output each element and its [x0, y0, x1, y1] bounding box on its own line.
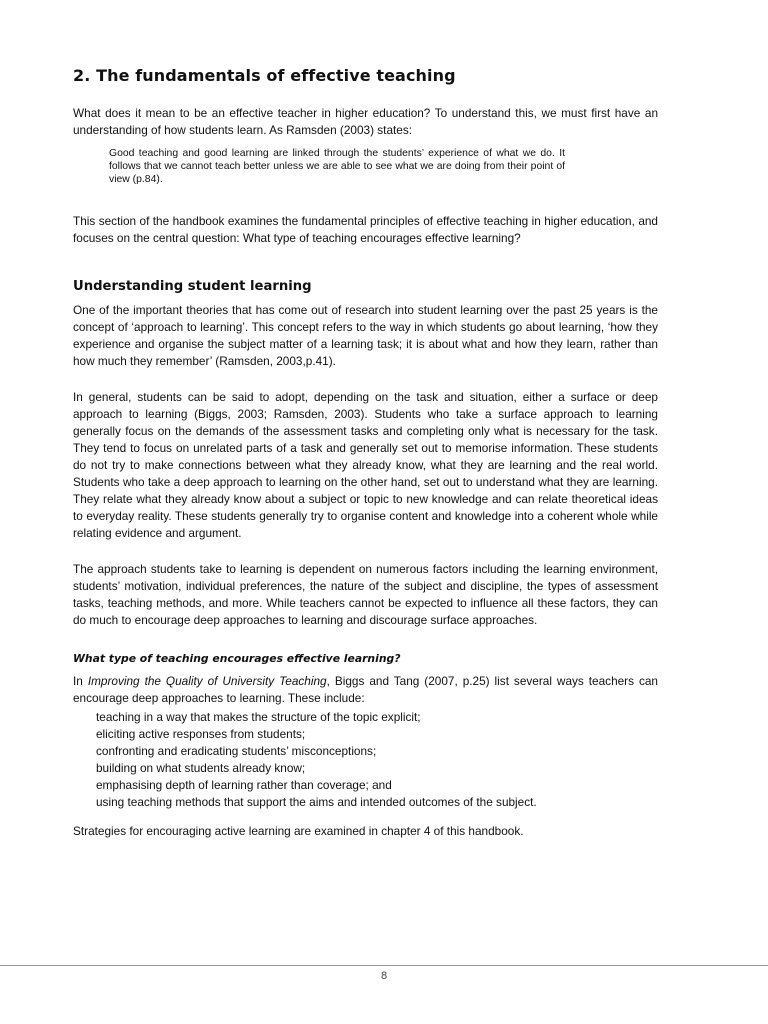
- approach-paragraph: One of the important theories that has come out of research into student learning over the past 25 years is the concept of ‘approach to learning’. This concept refers to the way in which students go about learning, ‘how they experience and organise the subject matter of a learning task; it is about what and how they learn, rather than how much they remember’ (Ramsden, 2003,p.41).: [73, 302, 658, 368]
- section-heading-understanding: Understanding student learning: [73, 278, 312, 294]
- book-title: Improving the Quality of University Teaching: [87, 673, 327, 688]
- biggs-tang-prefix: In: [73, 673, 88, 688]
- subheading-effective-learning: What type of teaching encourages effective learning?: [73, 651, 401, 665]
- footer-divider: [0, 965, 768, 966]
- list-item: confronting and eradicating students’ misconceptions;: [96, 743, 377, 758]
- intro-paragraph: What does it mean to be an effective teacher in higher education? To understand this, we must first have an understanding of how students learn. As Ramsden (2003) states:: [73, 106, 658, 137]
- list-item: emphasising depth of learning rather than coverage; and: [96, 777, 392, 792]
- deep-approach-list: [96, 709, 658, 811]
- biggs-tang-paragraph: [73, 673, 658, 707]
- list-item: teaching in a way that makes the structure of the topic explicit;: [96, 709, 421, 724]
- scope-paragraph: This section of the handbook examines the fundamental principles of effective teaching in higher education, and focuses on the central question: What type of teaching encourages effective learning?: [73, 213, 658, 245]
- list-item: building on what students already know;: [96, 760, 306, 775]
- list-item: using teaching methods that support the aims and intended outcomes of the subject.: [96, 794, 537, 809]
- list-item: eliciting active responses from students;: [96, 726, 306, 741]
- chapter-title: 2. The fundamentals of effective teaching: [73, 66, 456, 85]
- closing-paragraph: Strategies for encouraging active learning are examined in chapter 4 of this handbook.: [73, 823, 524, 838]
- page-content: [73, 66, 658, 840]
- ramsden-quote: Good teaching and good learning are linked through the students’ experience of what we do. It follows that we cannot teach better unless we are able to see what we are doing from their point of view (p.84).: [109, 148, 565, 186]
- biggs-tang-suffix: , Biggs and Tang (2007, p.25) list several ways teachers can encourage deep approaches to learning. These include:: [73, 673, 658, 705]
- surface-deep-paragraph: In general, students can be said to adopt, depending on the task and situation, either a surface or deep approach to learning (Biggs, 2003; Ramsden, 2003). Students who take a surface approach to learning generally focus on the demands of the assessment tasks and completing only what is necessary for the task. They tend to focus on unrelated parts of a task and generally set out to memorise information. These students do not try to make connections between what they already know, what they are learning and the real world. Students who take a deep approach to learning on the other hand, set out to understand what they are learning. They relate what they already know about a subject or topic to new knowledge and can relate theoretical ideas to everyday reality. These students generally try to organise content and knowledge into a coherent whole while relating evidence and argument.: [73, 389, 658, 540]
- factors-paragraph: The approach students take to learning is dependent on numerous factors including the learning environment, students’ motivation, individual preferences, the nature of the subject and discipline, the types of assessment tasks, teaching methods, and more. While teachers cannot be expected to influence all these factors, they can do much to encourage deep approaches to learning and discourage surface approaches.: [73, 561, 658, 627]
- page-number: 8: [380, 970, 388, 982]
